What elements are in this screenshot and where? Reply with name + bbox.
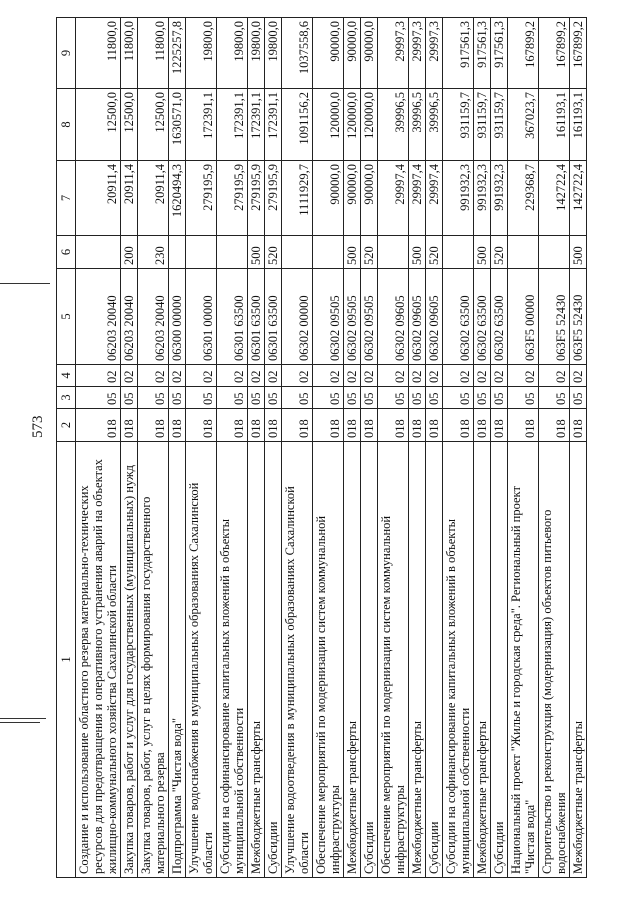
scan-line-bottom-2 (0, 722, 40, 723)
amount-year-3-cell: 19800,0 (265, 18, 282, 89)
amount-year-1-cell: 1620494,3 (169, 161, 186, 236)
amount-year-3-cell: 11800,0 (121, 18, 138, 89)
section-code-cell: 05 (313, 387, 344, 409)
expense-type-code-cell (508, 236, 539, 269)
amount-year-2-cell: 120000,0 (361, 89, 378, 161)
header-cell: 2 (57, 409, 76, 442)
subsection-code-cell: 02 (265, 365, 282, 387)
subsection-code-cell: 02 (539, 365, 570, 387)
section-code-cell: 05 (248, 387, 265, 409)
amount-year-3-cell: 19800,0 (186, 18, 217, 89)
item-name-cell: Субсидии на софинансирование капитальных вложений в объекты муниципальной собственности (443, 442, 474, 878)
amount-year-1-cell: 1111929,7 (282, 161, 313, 236)
target-code-cell: 06301 63500 (217, 269, 248, 365)
amount-year-1-cell: 20911,4 (76, 161, 121, 236)
table-row (76, 18, 121, 878)
admin-code-cell: 018 (570, 409, 587, 442)
scan-line-bottom (0, 718, 46, 719)
section-code-cell: 05 (282, 387, 313, 409)
admin-code-cell: 018 (409, 409, 426, 442)
admin-code-cell: 018 (508, 409, 539, 442)
amount-year-3-cell: 167899,2 (508, 18, 539, 89)
item-name-cell: Субсидии (491, 442, 508, 878)
header-cell: 7 (57, 161, 76, 236)
section-code-cell: 05 (491, 387, 508, 409)
expense-type-code-cell (378, 236, 409, 269)
table-row (508, 18, 539, 878)
table-row (169, 18, 186, 878)
amount-year-2-cell: 931159,7 (443, 89, 474, 161)
amount-year-3-cell: 90000,0 (361, 18, 378, 89)
amount-year-1-cell: 90000,0 (344, 161, 361, 236)
amount-year-2-cell: 931159,7 (474, 89, 491, 161)
section-code-cell: 05 (265, 387, 282, 409)
amount-year-3-cell: 90000,0 (344, 18, 361, 89)
header-cell: 1 (57, 442, 76, 878)
amount-year-3-cell: 917561,3 (491, 18, 508, 89)
table-row (409, 18, 426, 878)
admin-code-cell: 018 (491, 409, 508, 442)
amount-year-2-cell: 161193,1 (539, 89, 570, 161)
admin-code-cell: 018 (169, 409, 186, 442)
amount-year-2-cell: 1630571,0 (169, 89, 186, 161)
admin-code-cell: 018 (443, 409, 474, 442)
amount-year-2-cell: 367023,7 (508, 89, 539, 161)
amount-year-2-cell: 172391,1 (248, 89, 265, 161)
section-code-cell: 05 (443, 387, 474, 409)
page-number: 573 (30, 415, 46, 438)
expense-type-code-cell (76, 236, 121, 269)
admin-code-cell: 018 (426, 409, 443, 442)
header-cell: 9 (57, 18, 76, 89)
item-name-cell: Улучшение водоснабжения в муниципальных образованиях Сахалинской области (186, 442, 217, 878)
expense-type-code-cell: 500 (570, 236, 587, 269)
amount-year-1-cell: 279195,9 (186, 161, 217, 236)
subsection-code-cell: 02 (344, 365, 361, 387)
admin-code-cell: 018 (138, 409, 169, 442)
expense-type-code-cell (282, 236, 313, 269)
table-row (443, 18, 474, 878)
amount-year-2-cell: 172391,1 (217, 89, 248, 161)
expense-type-code-cell: 520 (426, 236, 443, 269)
item-name-cell: Субсидии (361, 442, 378, 878)
target-code-cell: 06302 63500 (474, 269, 491, 365)
item-name-cell: Национальный проект "Жилье и городская среда". Региональный проект "Чистая вода" (508, 442, 539, 878)
subsection-code-cell: 02 (186, 365, 217, 387)
target-code-cell: 06302 09605 (378, 269, 409, 365)
expense-type-code-cell: 520 (491, 236, 508, 269)
subsection-code-cell: 02 (121, 365, 138, 387)
item-name-cell: Межбюджетные трансферты (344, 442, 361, 878)
subsection-code-cell: 02 (508, 365, 539, 387)
amount-year-3-cell: 19800,0 (248, 18, 265, 89)
expense-type-code-cell: 500 (409, 236, 426, 269)
amount-year-3-cell: 1037558,6 (282, 18, 313, 89)
table-row (186, 18, 217, 878)
item-name-cell: Закупка товаров, работ и услуг для государственных (муниципальных) нужд (121, 442, 138, 878)
amount-year-2-cell: 172391,1 (186, 89, 217, 161)
section-code-cell: 05 (508, 387, 539, 409)
admin-code-cell: 018 (282, 409, 313, 442)
expense-type-code-cell: 500 (248, 236, 265, 269)
section-code-cell: 05 (426, 387, 443, 409)
expense-type-code-cell: 520 (265, 236, 282, 269)
target-code-cell: 06302 00000 (282, 269, 313, 365)
table-row (474, 18, 491, 878)
amount-year-1-cell: 991932,3 (443, 161, 474, 236)
admin-code-cell: 018 (186, 409, 217, 442)
table-row (138, 18, 169, 878)
subsection-code-cell: 02 (282, 365, 313, 387)
amount-year-2-cell: 12500,0 (138, 89, 169, 161)
item-name-cell: Строительство и реконструкция (модернизация) объектов питьевого водоснабжения (539, 442, 570, 878)
section-code-cell: 05 (217, 387, 248, 409)
target-code-cell: 06301 00000 (186, 269, 217, 365)
amount-year-2-cell: 120000,0 (313, 89, 344, 161)
amount-year-3-cell: 29997,3 (378, 18, 409, 89)
amount-year-2-cell: 120000,0 (344, 89, 361, 161)
target-code-cell: 06302 09505 (313, 269, 344, 365)
item-name-cell: Межбюджетные трансферты (570, 442, 587, 878)
subsection-code-cell: 02 (313, 365, 344, 387)
budget-table (56, 17, 587, 878)
expense-type-code-cell (539, 236, 570, 269)
item-name-cell: Субсидии на софинансирование капитальных вложений в объекты муниципальной собственности (217, 442, 248, 878)
table-row (539, 18, 570, 878)
table-row (361, 18, 378, 878)
subsection-code-cell: 02 (217, 365, 248, 387)
amount-year-2-cell: 39996,5 (378, 89, 409, 161)
amount-year-1-cell: 142722,4 (539, 161, 570, 236)
table-row (282, 18, 313, 878)
subsection-code-cell: 02 (378, 365, 409, 387)
target-code-cell: 06302 09605 (409, 269, 426, 365)
amount-year-2-cell: 12500,0 (76, 89, 121, 161)
amount-year-3-cell: 11800,0 (138, 18, 169, 89)
amount-year-3-cell: 167899,2 (539, 18, 570, 89)
target-code-cell: 06203 20040 (121, 269, 138, 365)
target-code-cell: 06302 09505 (361, 269, 378, 365)
amount-year-3-cell: 29997,3 (426, 18, 443, 89)
item-name-cell: Субсидии (426, 442, 443, 878)
amount-year-1-cell: 229368,7 (508, 161, 539, 236)
amount-year-1-cell: 991932,3 (491, 161, 508, 236)
target-code-cell: 06203 20040 (76, 269, 121, 365)
subsection-code-cell: 02 (76, 365, 121, 387)
amount-year-3-cell: 1225257,8 (169, 18, 186, 89)
amount-year-3-cell: 19800,0 (217, 18, 248, 89)
expense-type-code-cell: 500 (344, 236, 361, 269)
amount-year-1-cell: 20911,4 (121, 161, 138, 236)
admin-code-cell: 018 (313, 409, 344, 442)
amount-year-1-cell: 142722,4 (570, 161, 587, 236)
amount-year-2-cell: 161193,1 (570, 89, 587, 161)
subsection-code-cell: 02 (138, 365, 169, 387)
amount-year-2-cell: 172391,1 (265, 89, 282, 161)
table-row (265, 18, 282, 878)
subsection-code-cell: 02 (491, 365, 508, 387)
subsection-code-cell: 02 (426, 365, 443, 387)
amount-year-1-cell: 991932,3 (474, 161, 491, 236)
section-code-cell: 05 (474, 387, 491, 409)
table-row (217, 18, 248, 878)
item-name-cell: Межбюджетные трансферты (474, 442, 491, 878)
subsection-code-cell: 02 (409, 365, 426, 387)
admin-code-cell: 018 (361, 409, 378, 442)
expense-type-code-cell: 520 (361, 236, 378, 269)
amount-year-2-cell: 39996,5 (426, 89, 443, 161)
section-code-cell: 05 (378, 387, 409, 409)
section-code-cell: 05 (539, 387, 570, 409)
table-row (248, 18, 265, 878)
table-row (121, 18, 138, 878)
expense-type-code-cell (186, 236, 217, 269)
section-code-cell: 05 (121, 387, 138, 409)
rotated-page (56, 18, 640, 878)
item-name-cell: Улучшение водоотведения в муниципальных образованиях Сахалинской области (282, 442, 313, 878)
item-name-cell: Подпрограмма "Чистая вода" (169, 442, 186, 878)
amount-year-1-cell: 29997,4 (409, 161, 426, 236)
subsection-code-cell: 02 (248, 365, 265, 387)
section-code-cell: 05 (570, 387, 587, 409)
item-name-cell: Обеспечение мероприятий по модернизации систем коммунальной инфраструктуры (313, 442, 344, 878)
header-cell: 5 (57, 269, 76, 365)
amount-year-1-cell: 279195,9 (265, 161, 282, 236)
amount-year-2-cell: 39996,5 (409, 89, 426, 161)
expense-type-code-cell (313, 236, 344, 269)
amount-year-1-cell: 90000,0 (361, 161, 378, 236)
table-row (344, 18, 361, 878)
subsection-code-cell: 02 (169, 365, 186, 387)
item-name-cell: Субсидии (265, 442, 282, 878)
expense-type-code-cell: 200 (121, 236, 138, 269)
amount-year-1-cell: 279195,9 (217, 161, 248, 236)
admin-code-cell: 018 (265, 409, 282, 442)
subsection-code-cell: 02 (361, 365, 378, 387)
section-code-cell: 05 (344, 387, 361, 409)
amount-year-3-cell: 917561,3 (443, 18, 474, 89)
expense-type-code-cell (169, 236, 186, 269)
section-code-cell: 05 (76, 387, 121, 409)
section-code-cell: 05 (361, 387, 378, 409)
header-cell: 8 (57, 89, 76, 161)
amount-year-1-cell: 90000,0 (313, 161, 344, 236)
admin-code-cell: 018 (248, 409, 265, 442)
target-code-cell: 06302 09605 (426, 269, 443, 365)
table-row (378, 18, 409, 878)
header-cell: 3 (57, 387, 76, 409)
header-cell: 4 (57, 365, 76, 387)
subsection-code-cell: 02 (474, 365, 491, 387)
header-cell: 6 (57, 236, 76, 269)
target-code-cell: 06301 63500 (248, 269, 265, 365)
item-name-cell: Закупка товаров, работ, услуг в целях формирования государственного материального резерва (138, 442, 169, 878)
subsection-code-cell: 02 (443, 365, 474, 387)
section-code-cell: 05 (409, 387, 426, 409)
admin-code-cell: 018 (76, 409, 121, 442)
amount-year-3-cell: 29997,3 (409, 18, 426, 89)
item-name-cell: Межбюджетные трансферты (409, 442, 426, 878)
amount-year-2-cell: 931159,7 (491, 89, 508, 161)
target-code-cell: 063F5 52430 (539, 269, 570, 365)
expense-type-code-cell: 500 (474, 236, 491, 269)
target-code-cell: 06301 63500 (265, 269, 282, 365)
table-row (313, 18, 344, 878)
target-code-cell: 06203 20040 (138, 269, 169, 365)
table-row (491, 18, 508, 878)
target-code-cell: 06302 63500 (443, 269, 474, 365)
amount-year-3-cell: 917561,3 (474, 18, 491, 89)
target-code-cell: 06302 63500 (491, 269, 508, 365)
amount-year-1-cell: 29997,4 (426, 161, 443, 236)
table-row (570, 18, 587, 878)
admin-code-cell: 018 (217, 409, 248, 442)
target-code-cell: 063F5 00000 (508, 269, 539, 365)
item-name-cell: Создание и использование областного резерва материально-технических ресурсов для предотвращения и оперативного устранения аварий на объектах жилищно-коммунального хозяйства Сахалинской области (76, 442, 121, 878)
amount-year-1-cell: 20911,4 (138, 161, 169, 236)
target-code-cell: 063F5 52430 (570, 269, 587, 365)
admin-code-cell: 018 (121, 409, 138, 442)
subsection-code-cell: 02 (570, 365, 587, 387)
section-code-cell: 05 (186, 387, 217, 409)
section-code-cell: 05 (169, 387, 186, 409)
header-row (57, 18, 76, 878)
amount-year-3-cell: 90000,0 (313, 18, 344, 89)
amount-year-3-cell: 167899,2 (570, 18, 587, 89)
table-row (426, 18, 443, 878)
admin-code-cell: 018 (474, 409, 491, 442)
target-code-cell: 06300 00000 (169, 269, 186, 365)
target-code-cell: 06302 09505 (344, 269, 361, 365)
scan-line-top (0, 283, 50, 284)
admin-code-cell: 018 (539, 409, 570, 442)
item-name-cell: Межбюджетные трансферты (248, 442, 265, 878)
expense-type-code-cell: 230 (138, 236, 169, 269)
amount-year-3-cell: 11800,0 (76, 18, 121, 89)
admin-code-cell: 018 (344, 409, 361, 442)
expense-type-code-cell (217, 236, 248, 269)
amount-year-2-cell: 12500,0 (121, 89, 138, 161)
amount-year-1-cell: 279195,9 (248, 161, 265, 236)
item-name-cell: Обеспечение мероприятий по модернизации систем коммунальной инфраструктуры (378, 442, 409, 878)
amount-year-1-cell: 29997,4 (378, 161, 409, 236)
expense-type-code-cell (443, 236, 474, 269)
amount-year-2-cell: 1091156,2 (282, 89, 313, 161)
admin-code-cell: 018 (378, 409, 409, 442)
section-code-cell: 05 (138, 387, 169, 409)
